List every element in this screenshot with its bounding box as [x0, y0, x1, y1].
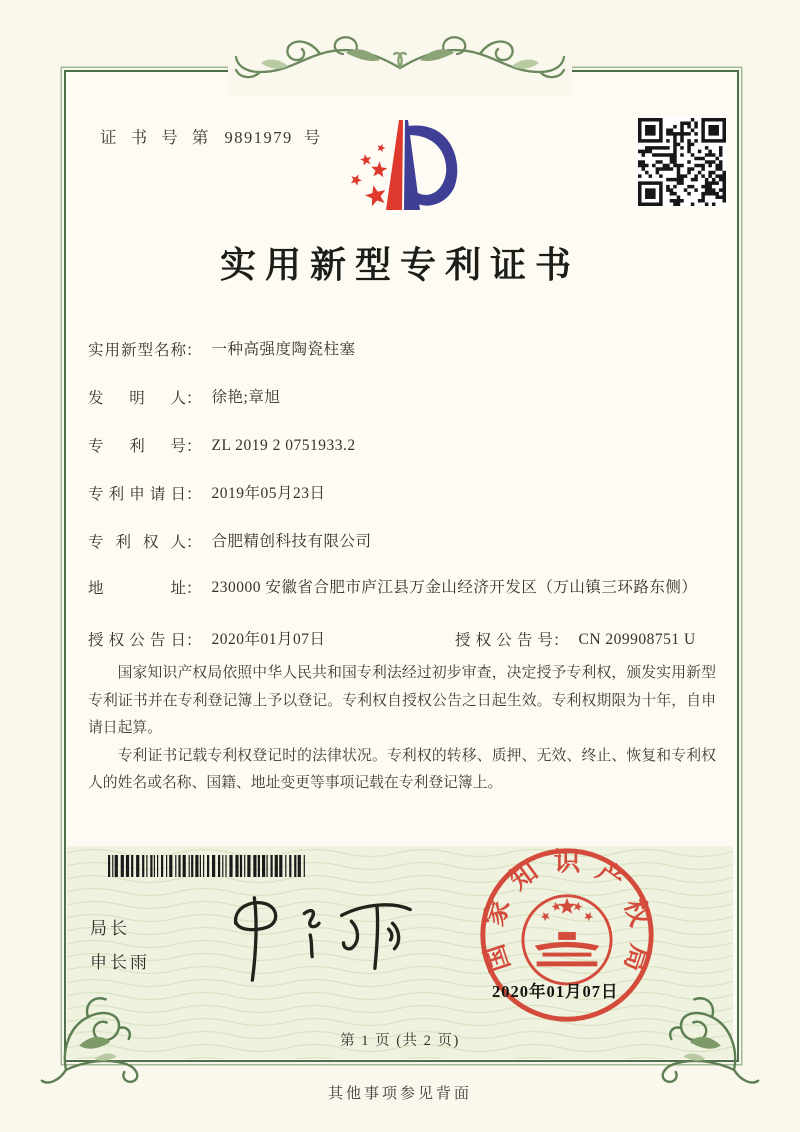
field-label: 授权公告日 [88, 632, 186, 649]
page-number: 第 1 页 (共 2 页) [340, 1033, 460, 1049]
certificate-number-prefix: 证 书 号 第 [100, 128, 214, 147]
back-note: 其他事项参见背面 [327, 1086, 472, 1102]
certificate-number-value: 9891979 [224, 128, 293, 147]
field-value: 一种高强度陶瓷柱塞 [211, 341, 356, 358]
field-address: 地址 ： 230000 安徽省合肥市庐江县万金山经济开发区（万山镇三环路东侧） [88, 576, 692, 601]
field-value: 合肥精创科技有限公司 [211, 533, 372, 550]
seal-date: 2020年01月07日 [492, 982, 619, 1001]
legal-paragraph-2: 专利证书记载专利权登记时的法律状况。专利权的转移、质押、无效、终止、恢复和专利权人的姓名或名称、国籍、地址变更等事项记载在专利登记簿上。 [88, 747, 716, 792]
field-patent-number: 专利号 ： ZL 2019 2 0751933.2 [88, 434, 356, 459]
field-label: 专利权人 [88, 534, 186, 551]
field-grant-number: 授权公告号 ： CN 209908751 U [455, 628, 696, 653]
field-label: 专利申请日 [88, 486, 186, 503]
field-label: 发明人 [88, 390, 186, 407]
field-value: 2019年05月23日 [211, 485, 326, 502]
barcode [108, 855, 308, 877]
field-grant-date: 授权公告日 ： 2020年01月07日 [88, 628, 326, 653]
legal-text [88, 660, 716, 798]
cnipa-logo-icon [332, 106, 474, 218]
director-name: 申长雨 [90, 953, 150, 972]
field-label: 授权公告号 [455, 632, 553, 649]
field-value: 2020年01月07日 [211, 631, 326, 648]
field-patentee: 专利权人 ： 合肥精创科技有限公司 [88, 530, 372, 555]
seal-text: 国家知识产权局 [478, 846, 656, 976]
qr-code [638, 118, 726, 206]
field-value: CN 209908751 U [578, 631, 696, 648]
field-label: 实用新型名称 [88, 342, 186, 359]
field-value: 徐艳;章旭 [211, 389, 281, 406]
field-label: 专利号 [88, 438, 186, 455]
field-label: 地址 [88, 580, 186, 597]
field-value: ZL 2019 2 0751933.2 [211, 437, 356, 454]
field-utility-model-name: 实用新型名称 ： 一种高强度陶瓷柱塞 [88, 338, 356, 363]
certificate-number-suffix: 号 [303, 128, 326, 147]
field-filing-date: 专利申请日 ： 2019年05月23日 [88, 482, 326, 507]
field-value: 230000 安徽省合肥市庐江县万金山经济开发区（万山镇三环路东侧） [211, 579, 698, 596]
signature-autograph [222, 886, 418, 984]
top-ornament [228, 32, 572, 96]
director-title: 局长 [90, 919, 130, 938]
certificate-number [100, 124, 325, 148]
certificate-title: 实用新型专利证书 [219, 245, 580, 285]
field-inventor: 发明人 ： 徐艳;章旭 [88, 386, 280, 411]
national-emblem-icon [523, 896, 611, 984]
legal-paragraph-1: 国家知识产权局依照中华人民共和国专利法经过初步审查，决定授予专利权，颁发实用新型专利证书并在专利登记簿上予以登记。专利权自授权公告之日起生效。专利权期限为十年，自申请日起算。 [88, 665, 716, 737]
